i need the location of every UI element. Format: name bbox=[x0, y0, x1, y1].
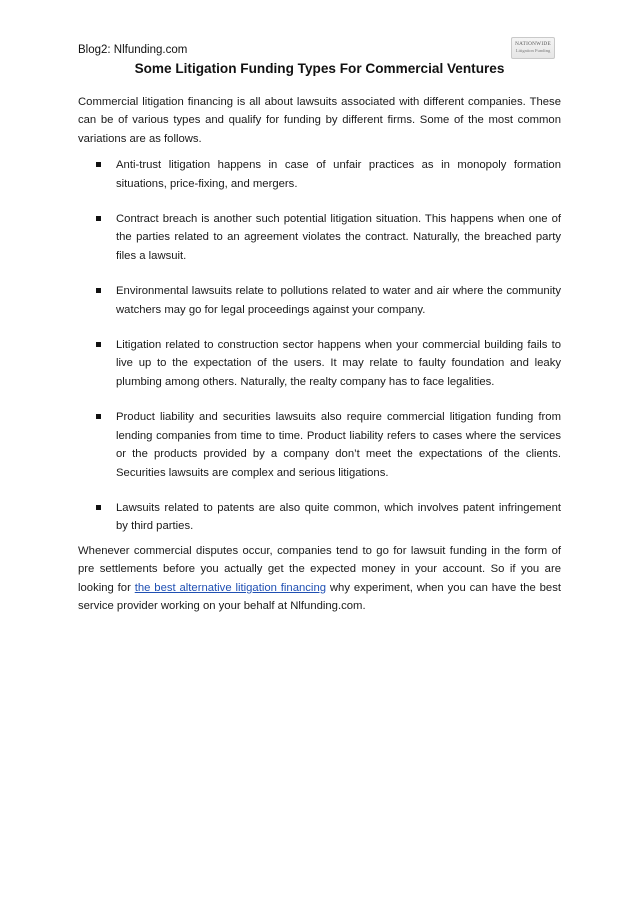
list-item-text: Lawsuits related to patents are also quite common, which involves patent infringement by third parties. bbox=[116, 501, 561, 533]
square-bullet-icon bbox=[96, 162, 101, 167]
closing-paragraph bbox=[78, 542, 561, 616]
list-item bbox=[78, 282, 561, 319]
list-item-text: Environmental lawsuits relate to pollutions related to water and air where the community watchers may go for legal proceedings against your company. bbox=[116, 285, 561, 316]
square-bullet-icon bbox=[96, 505, 101, 510]
company-logo bbox=[511, 37, 555, 59]
closing-text-before-link: Whenever commercial disputes occur, companies tend to go for lawsuit funding in the form of pre settlements before you actually get the expected money in your account. So if you are looking for bbox=[78, 544, 561, 594]
header-site-label: Blog2: Nlfunding.com bbox=[78, 44, 188, 56]
list-item bbox=[78, 336, 561, 391]
list-item bbox=[78, 156, 561, 193]
alternative-litigation-financing-link[interactable]: the best alternative litigation financing bbox=[134, 581, 327, 594]
logo-line-1: NATIONWIDE bbox=[515, 41, 551, 47]
article-body bbox=[78, 93, 561, 623]
page-title: Some Litigation Funding Types For Commercial Ventures bbox=[134, 61, 505, 76]
list-item bbox=[78, 499, 561, 536]
intro-paragraph: Commercial litigation financing is all about lawsuits associated with different companies. These can be of various types and qualify for funding by different firms. Some of the most common variations are as follows. bbox=[78, 96, 561, 145]
square-bullet-icon bbox=[96, 414, 101, 419]
list-item bbox=[78, 210, 561, 265]
logo-line-2: Litigation Funding bbox=[515, 48, 551, 53]
square-bullet-icon bbox=[96, 288, 101, 293]
list-item bbox=[78, 408, 561, 482]
list-item-text: Product liability and securities lawsuits also require commercial litigation funding from lending companies from time to time. Product liability refers to cases where the services or the products provided by a company don’t meet the expectations of the clients. Securities lawsuits are complex and serious litigations. bbox=[116, 411, 561, 479]
list-item-text: Contract breach is another such potential litigation situation. This happens when one of the parties related to an agreement violates the contract. Naturally, the breached party files a lawsuit. bbox=[116, 213, 561, 262]
square-bullet-icon bbox=[96, 342, 101, 347]
list-item-text: Litigation related to construction sector happens when your commercial building fails to live up to the expectation of the users. It may relate to faulty foundation and leaky plumbing among others. Naturally, the realty company has to face legalities. bbox=[116, 339, 561, 388]
closing-text-after-link: why experiment, when you can have the best service provider working on your behalf at Nlfunding.com. bbox=[78, 581, 562, 612]
list-item-text: Anti-trust litigation happens in case of unfair practices as in monopoly formation situations, price-fixing, and mergers. bbox=[116, 159, 561, 190]
litigation-types-list bbox=[78, 156, 561, 536]
square-bullet-icon bbox=[96, 216, 101, 221]
